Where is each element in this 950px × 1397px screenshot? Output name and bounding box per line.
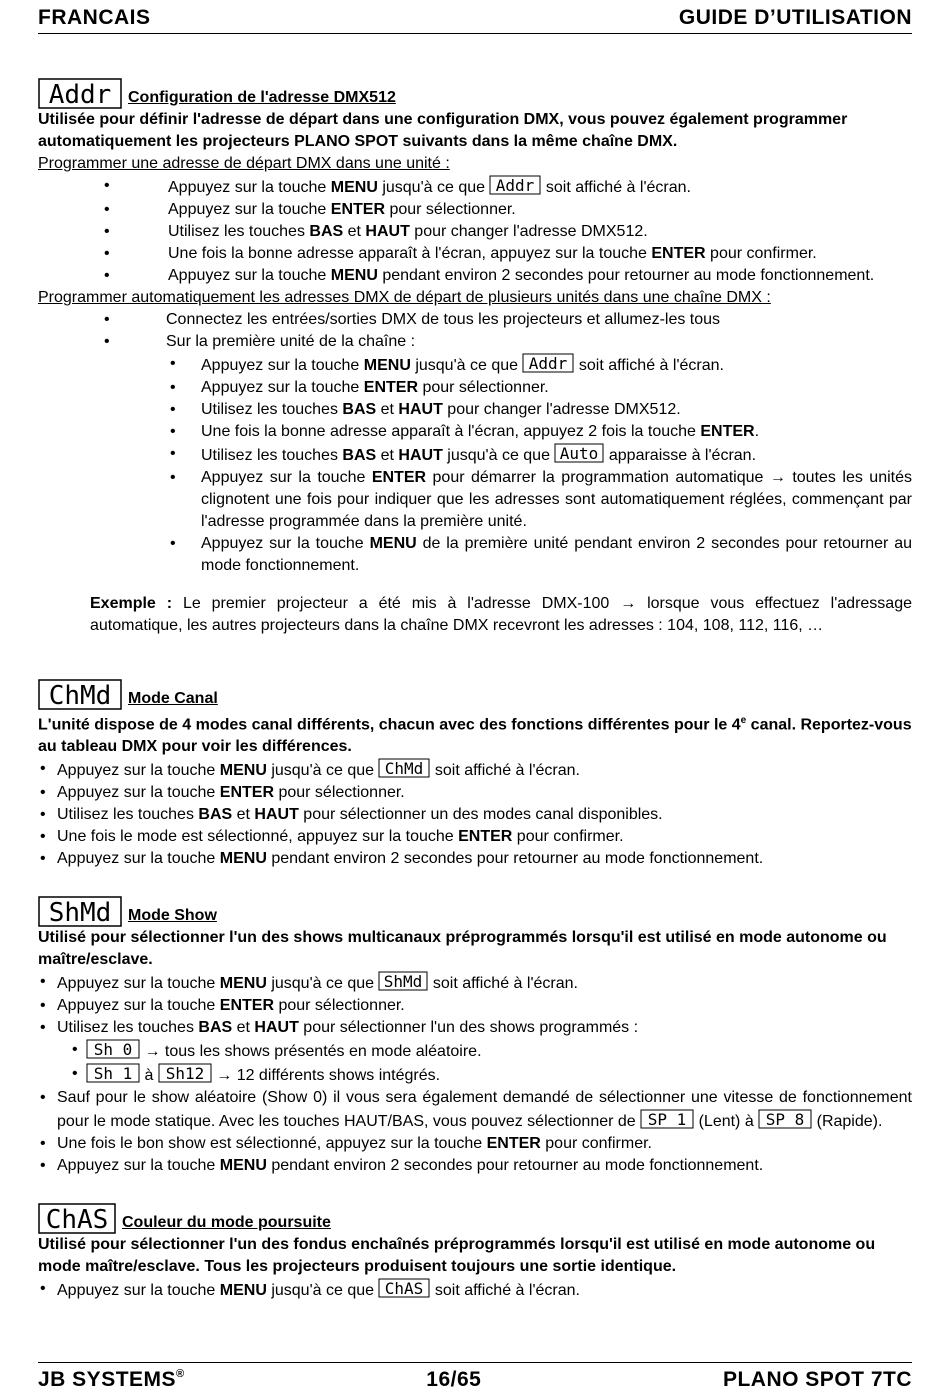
bullet-list <box>38 1087 912 1177</box>
lcd-chmd-icon <box>38 679 122 710</box>
svg-text:ChAS: ChAS <box>45 1205 109 1235</box>
list-item: • Sh 1 à Sh12 → 12 différents shows intégrés. <box>38 1063 912 1087</box>
lcd-sh0-icon <box>86 1039 140 1059</box>
svg-text:SP 8: SP 8 <box>765 1110 805 1130</box>
svg-text:Addr: Addr <box>496 176 535 195</box>
page-number: 16/65 <box>426 1368 482 1391</box>
bullet-list <box>38 309 912 353</box>
bullet-list <box>38 175 912 287</box>
list-item: • Appuyez sur la touche MENU de la première unité pendant environ 2 secondes pour retourner au mode fonctionnement. <box>38 533 912 577</box>
section-title-chmd <box>38 679 912 710</box>
bullet-list <box>38 758 912 870</box>
list-item: • Sauf pour le show aléatoire (Show 0) il vous sera également demandé de sélectionner une vitesse de fonctionnement pour le mode statique. Avec les touches HAUT/BAS, vous pouvez sélectionner de SP 1 (Lent) à SP 8 (Rapide). <box>38 1087 912 1133</box>
lcd-addr-small-icon <box>522 353 574 373</box>
svg-text:ChAS: ChAS <box>385 1279 424 1299</box>
subheading: Programmer une adresse de départ DMX dans une unité : <box>38 155 450 172</box>
svg-text:Addr: Addr <box>529 354 568 373</box>
example-paragraph: Exemple : Le premier projecteur a été mis à l'adresse DMX-100 → lorsque vous effectuez l'adressage automatique, les autres projecteurs dans la chaîne DMX recevront les adresses : 104, 108, 112, 116, … <box>90 595 913 634</box>
section-title-addr <box>38 78 912 109</box>
svg-text:Addr: Addr <box>48 80 112 109</box>
list-item: • Utilisez les touches BAS et HAUT pour changer l'adresse DMX512. <box>38 221 912 243</box>
section-intro: Utilisée pour définir l'adresse de départ dans une configuration DMX, vous pouvez également programmer automatiquement les projecteurs PLANO SPOT suivants dans la même chaîne DMX. <box>38 111 848 150</box>
list-item: • Utilisez les touches BAS et HAUT pour sélectionner un des modes canal disponibles. <box>38 804 912 826</box>
svg-text:Sh 1: • Sh 1 <box>93 1064 133 1084</box>
lcd-addr-small-icon <box>489 175 541 195</box>
svg-text:ShMd: ShMd <box>384 972 423 992</box>
list-item: • Utilisez les touches BAS et HAUT pour sélectionner l'un des shows programmés : <box>38 1017 912 1039</box>
lcd-sp1-icon <box>640 1109 694 1129</box>
list-item: • Appuyez sur la touche MENU pendant environ 2 secondes pour retourner au mode fonctionnement. <box>38 265 912 287</box>
list-item: • Appuyez sur la touche MENU pendant environ 2 secondes pour retourner au mode fonctionnement. <box>38 848 912 870</box>
lcd-shmd-icon <box>38 896 122 927</box>
section-heading: Couleur du mode poursuite <box>122 1214 331 1232</box>
page-footer <box>38 1362 912 1397</box>
svg-text:ShMd: ShMd <box>48 898 112 928</box>
bullet-list <box>38 1278 912 1302</box>
lcd-chas-icon <box>38 1203 116 1234</box>
list-item: • Appuyez sur la touche ENTER pour sélectionner. <box>38 782 912 804</box>
list-item: • Appuyez sur la touche MENU jusqu'à ce que ShMd soit affiché à l'écran. <box>38 971 912 995</box>
section-heading: Mode Canal <box>128 690 218 707</box>
list-item: • Appuyez sur la touche MENU pendant environ 2 secondes pour retourner au mode fonctionnement. <box>38 1155 912 1177</box>
lcd-chmd-small-icon <box>378 758 430 778</box>
lcd-chas-small-icon <box>378 1278 430 1298</box>
list-item: • Une fois la bonne adresse apparaît à l'écran, appuyez 2 fois la touche ENTER. <box>38 421 912 443</box>
lcd-sp8-icon <box>758 1109 812 1129</box>
section-title-chas <box>38 1203 912 1234</box>
footer-brand: JB SYSTEMS® <box>38 1368 185 1391</box>
lcd-sh12-icon <box>158 1063 212 1083</box>
list-item: • Connectez les entrées/sorties DMX de tous les projecteurs et allumez-les tous <box>38 309 912 331</box>
list-item: • Utilisez les touches BAS et HAUT jusqu'à ce que Auto apparaisse à l'écran. <box>38 443 912 467</box>
section-intro: Utilisé pour sélectionner l'un des fondus enchaînés préprogrammés lorsqu'il est utilisé en mode autonome ou mode maître/esclave. Tous les projecteurs produisent toujours une sortie identique. <box>38 1236 876 1276</box>
lcd-shmd-small-icon <box>378 971 428 991</box>
sub-bullet-list <box>38 353 912 577</box>
footer-product: PLANO SPOT 7TC <box>722 1368 912 1391</box>
section-intro: L'unité dispose de 4 modes canal différents, chacun avec des fonctions différentes pour le 4e canal. Reportez-vous au tableau DMX pour voir les différences. <box>38 715 912 756</box>
list-item: • Sur la première unité de la chaîne : <box>38 331 912 353</box>
list-item: • Appuyez sur la touche MENU jusqu'à ce que ChMd soit affiché à l'écran. <box>38 758 912 782</box>
svg-text:ChMd: ChMd <box>48 681 112 710</box>
header-language: FRANCAIS <box>38 6 151 29</box>
page-content <box>38 78 912 1302</box>
lcd-addr-icon <box>38 78 122 109</box>
page-header <box>38 0 912 34</box>
list-item: • Sh 0 → tous les shows présentés en mode aléatoire. <box>38 1039 912 1063</box>
svg-text:Sh12: Sh12 <box>165 1064 205 1084</box>
lcd-auto-icon <box>554 443 604 463</box>
header-guide-title: GUIDE D’UTILISATION <box>678 6 912 29</box>
lcd-sh1-icon <box>86 1063 140 1083</box>
list-item: • Appuyez sur la touche ENTER pour sélectionner. <box>38 995 912 1017</box>
svg-text:Sh 0: • Sh 0 <box>93 1040 133 1060</box>
bullet-list <box>38 971 912 1039</box>
svg-text:Auto: Auto <box>560 444 599 463</box>
list-item: • Appuyez sur la touche ENTER pour démarrer la programmation automatique → toutes les unités clignotent une fois pour indiquer que les adresses sont automatiquement réglées, commençant par l'adresse programmée dans la première unité. <box>38 467 912 533</box>
list-item: • Une fois la bonne adresse apparaît à l'écran, appuyez sur la touche ENTER pour confirmer. <box>38 243 912 265</box>
svg-text:SP 1: SP 1 <box>647 1110 687 1130</box>
list-item: • Appuyez sur la touche ENTER pour sélectionner. <box>38 377 912 399</box>
list-item: • Une fois le mode est sélectionné, appuyez sur la touche ENTER pour confirmer. <box>38 826 912 848</box>
sub-bullet-list <box>38 1039 912 1087</box>
list-item: • Appuyez sur la touche MENU jusqu'à ce que ChAS soit affiché à l'écran. <box>38 1278 912 1302</box>
section-heading: Configuration de l'adresse DMX512 <box>128 89 396 106</box>
list-item: • Appuyez sur la touche MENU jusqu'à ce que Addr soit affiché à l'écran. <box>38 353 912 377</box>
list-item: • Appuyez sur la touche ENTER pour sélectionner. <box>38 199 912 221</box>
list-item: • Utilisez les touches BAS et HAUT pour changer l'adresse DMX512. <box>38 399 912 421</box>
svg-text:ChMd: ChMd <box>385 759 424 779</box>
subheading: Programmer automatiquement les adresses DMX de départ de plusieurs unités dans une chaîne DMX : <box>38 289 771 306</box>
section-title-shmd <box>38 896 912 927</box>
section-intro: Utilisé pour sélectionner l'un des shows multicanaux préprogrammés lorsqu'il est utilisé en mode autonome ou maître/esclave. <box>38 929 887 969</box>
list-item: • Appuyez sur la touche MENU jusqu'à ce que Addr soit affiché à l'écran. <box>38 175 912 199</box>
list-item: • Une fois le bon show est sélectionné, appuyez sur la touche ENTER pour confirmer. <box>38 1133 912 1155</box>
section-heading: Mode Show <box>128 907 217 925</box>
